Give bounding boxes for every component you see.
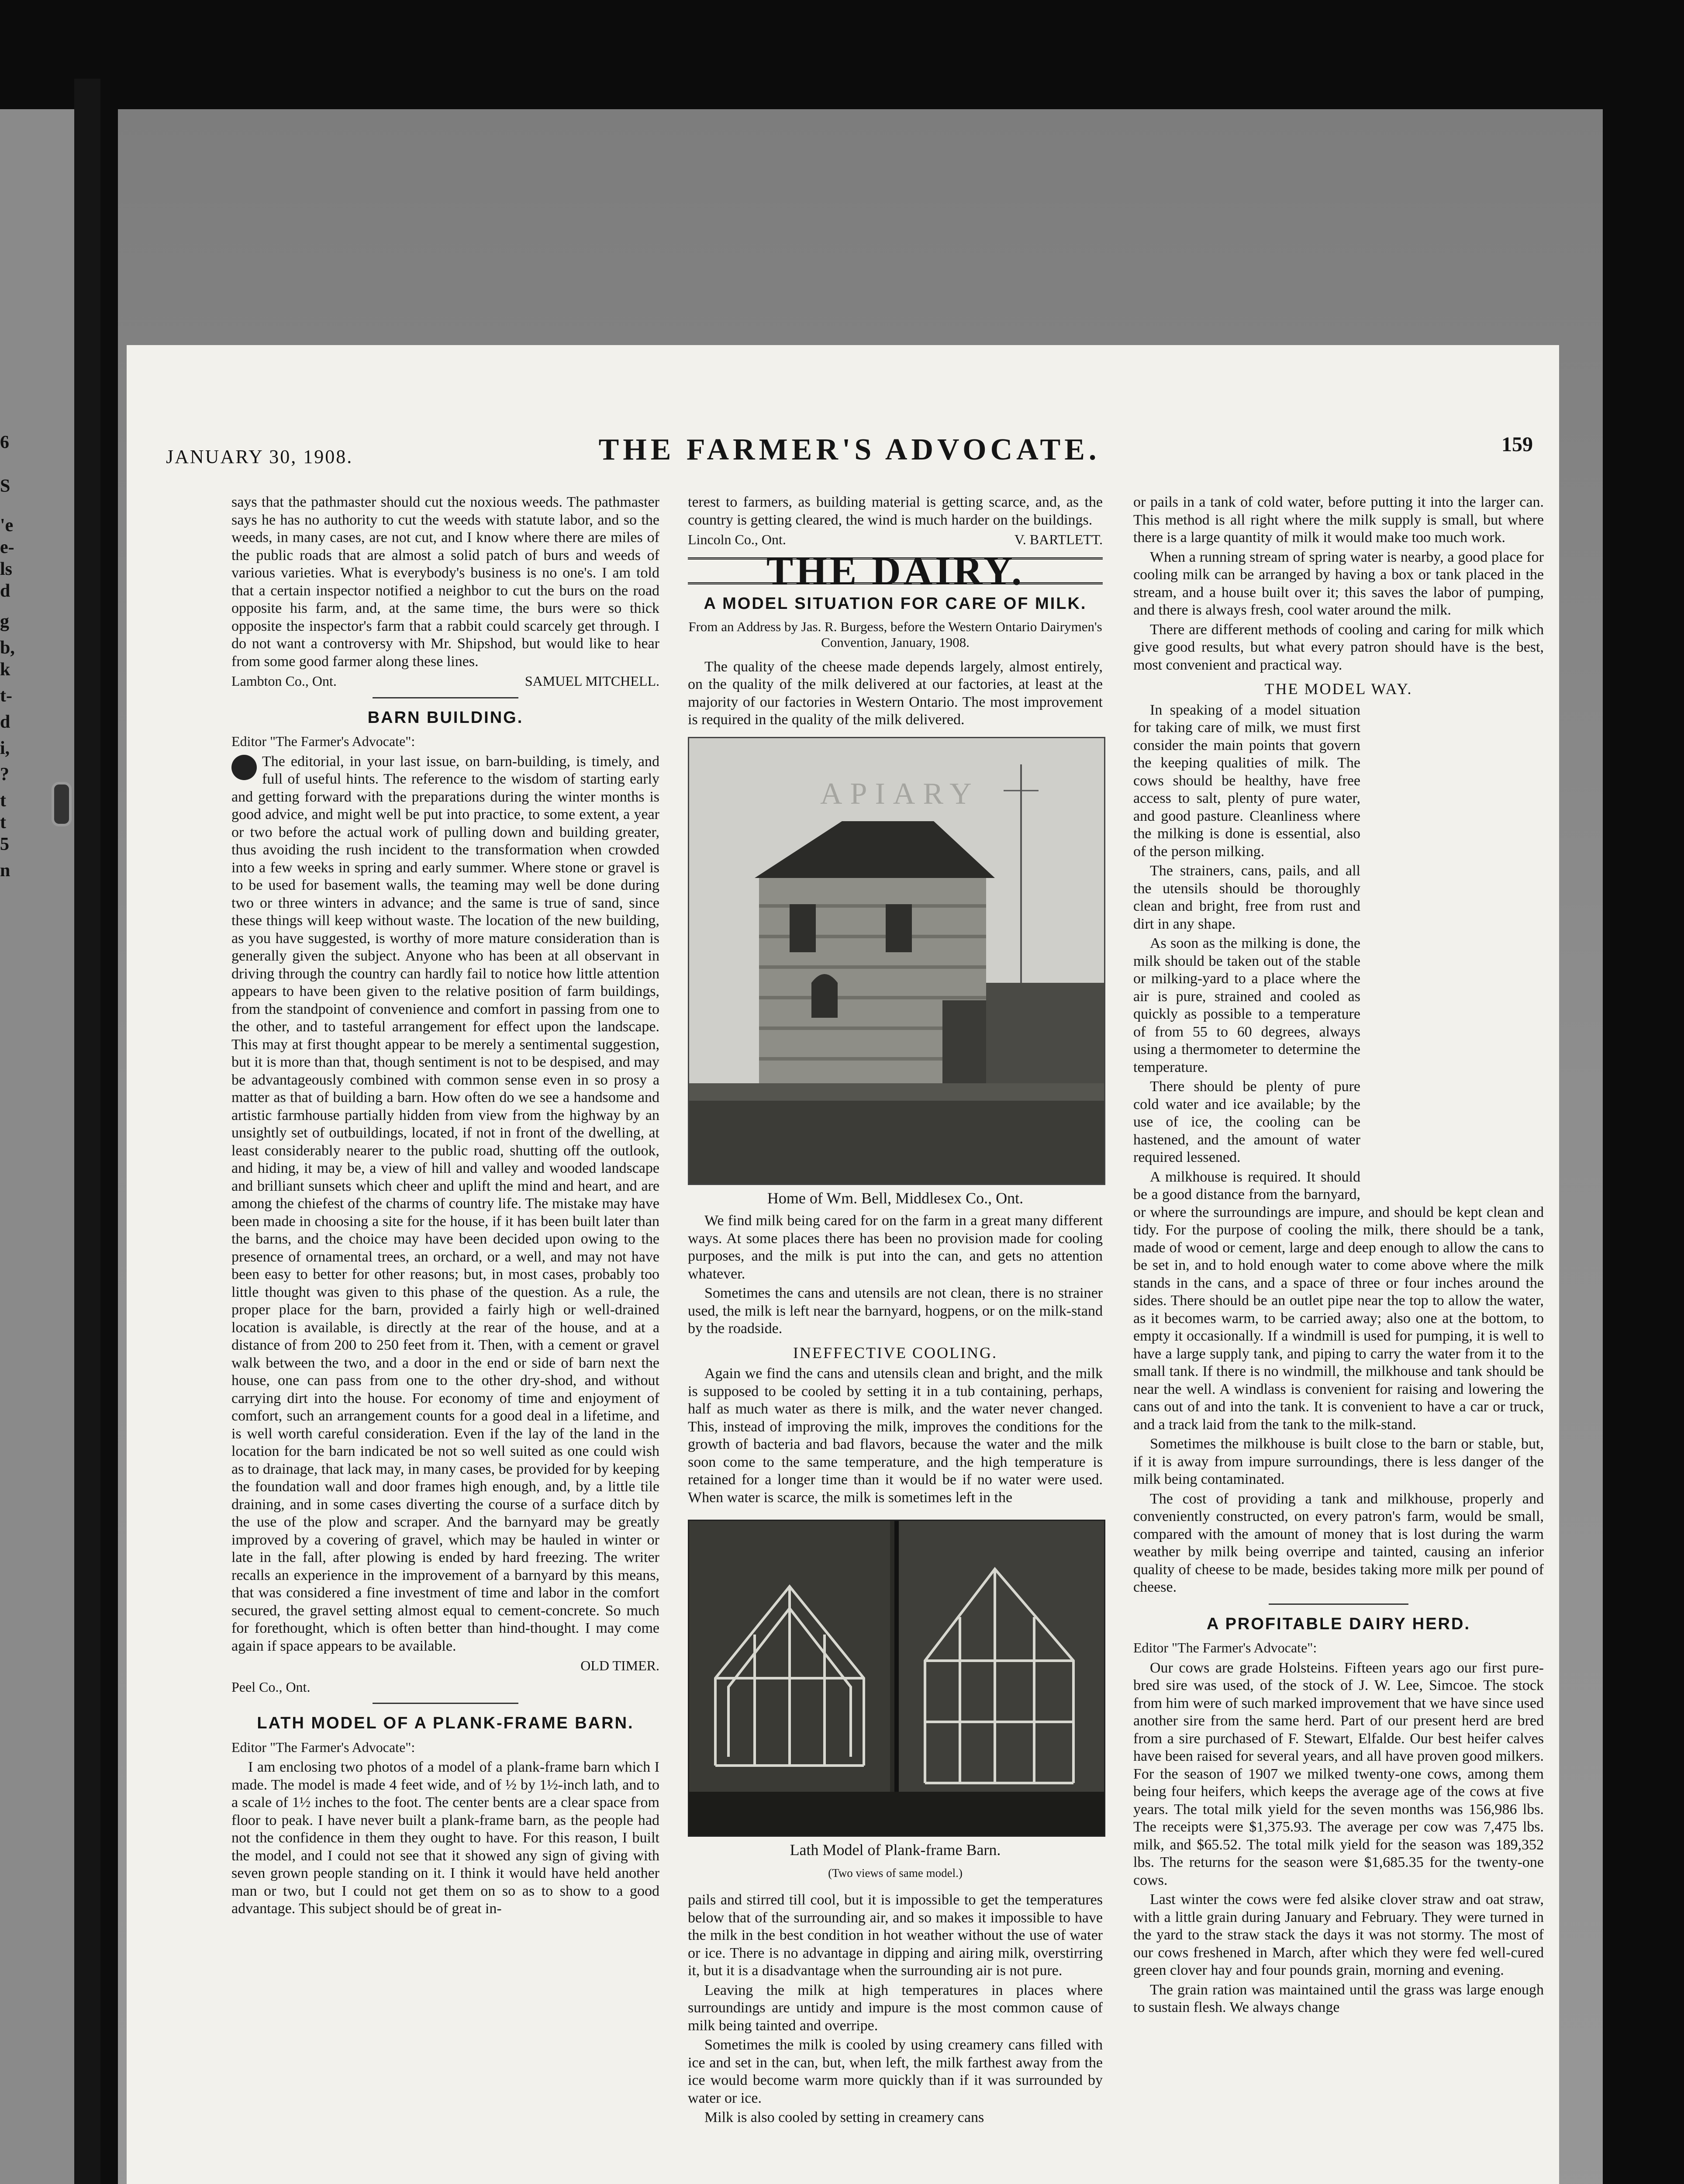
- edge-char: S: [0, 476, 10, 496]
- editor-salutation: Editor "The Farmer's Advocate":: [231, 1739, 415, 1755]
- edge-char: n: [0, 860, 10, 881]
- article-text: Sometimes the milk is cooled by using creamery cans filled with ice and set in the can, but, when left, the milk farthest away from the ice would become warm more quickly than if it was surrounded by water or ice.: [688, 2037, 1103, 2106]
- signature-name: OLD TIMER.: [580, 1658, 659, 1673]
- edge-char: k: [0, 660, 10, 680]
- barn-model-photo-caption: Lath Model of Plank-frame Barn.: [790, 1841, 1001, 1859]
- article-text: Sometimes the milkhouse is built close to the barn or stable, but, if it is away from impure surroundings, there is less danger of the milk being contaminated.: [1133, 1436, 1544, 1487]
- farmhouse-photo: [688, 737, 1105, 1185]
- edge-char: d: [0, 712, 10, 732]
- apiary-sign: APIARY: [820, 777, 980, 811]
- edge-char: t: [0, 812, 6, 833]
- article-text: says that the pathmaster should cut the noxious weeds. The pathmaster says he has no authority to cut the weeds with statute labor, and so the weeds, in many cases, are not cut, and I know where there are miles of the public roads that are almost a solid patch of burs and weeds of various varieties. What is everybody's business is no one's. I am told that a certain inspector notified a neighbor to cut the burs on the road opposite his farm, and, at the same time, the burs were so thick opposite the inspector's farm that a rabbit could scarcely get through. I do not want a controversy with Mr. Shipshod, but would like to hear from some good farmer along these lines.: [231, 494, 659, 670]
- signature-name: SAMUEL MITCHELL.: [525, 673, 659, 689]
- article-text: The grain ration was maintained until the grass was large enough to sustain flesh. We always change: [1133, 1981, 1544, 2015]
- signature-name: V. BARTLETT.: [1014, 532, 1103, 547]
- edge-char: b,: [0, 638, 15, 658]
- article-text: As soon as the milking is done, the milk should be taken out of the stable or milking-yard to a place where the air is pure, strained and cooled as quickly as possible to a temperature of from 55 to 60 degrees, always using a thermometer to determine the temperature.: [1133, 935, 1360, 1075]
- address-source: From an Address by Jas. R. Burgess, before the Western Ontario Dairymen's Convention, January, 1908.: [688, 619, 1102, 650]
- article-text: A milkhouse is required. It should be a good distance from the barnyard, or where the surroundings are impure, and should be kept clean and tidy. For the purpose of cooling the milk, there should be a tank, made of wood or cement, large and deep enough to allow the cans to be set in, and to hold enough water to come above where the milk stands in the cans, and a space of three or four inches around the sides. There should be an outlet pipe near the top to allow the water, as it becomes warm, to be carried away; also one at the bottom, to empty it occasionally. If a windmill is used for pumping, it is well to have a large supply tank, and piping to carry the water from it to the small tank. If there is no windmill, the milkhouse and tank should be near the well. A windlass is convenient for raising and lowering the cans out of and into the tank. It is convenient to have a car or truck, and a track laid from the tank to the milk-stand.: [1133, 1168, 1544, 1433]
- the-dairy-banner: THE DAIRY.: [688, 557, 1103, 585]
- lath-model-text: I am enclosing two photos of a model of a plank-frame barn which I made. The model is made 4 feet wide, and of ½ by 1½-inch lath, and to a scale of 1½ inches to the foot. The center bents are a clear space from floor to peak. I have never built a plank-frame barn, as the people had not the confidence in them they ought to have. For this reason, I built the model, and I could not see that it showed any sign of giving with seven grown people standing on it. I think it would have held another man or two, but I could not get them on so as to show to a good advantage. This subject should be of great in-: [231, 1759, 659, 1917]
- barn-building-heading: BARN BUILDING.: [367, 708, 524, 727]
- article-text: The cost of providing a tank and milkhouse, properly and conveniently constructed, on every patron's farm, would be small, compared with the amount of money that is lost during the warm weather by milk being overripe and tainted, causing an inferior quality of cheese to be made, besides taking more milk per pound of cheese.: [1133, 1490, 1544, 1595]
- edge-char: ?: [0, 764, 9, 784]
- farmhouse-illustration: [689, 738, 1104, 1184]
- article-text: Milk is also cooled by setting in creamery cans: [704, 2109, 984, 2125]
- model-situation-heading: A MODEL SITUATION FOR CARE OF MILK.: [704, 594, 1087, 613]
- article-text: or pails in a tank of cold water, before putting it into the larger can. This method is all right where the milk supply is small, but where there is a large quantity of milk it would make too much work.: [1133, 494, 1544, 546]
- column-1: [231, 494, 659, 1920]
- newspaper-page: [127, 345, 1559, 2184]
- edge-char: d: [0, 581, 10, 601]
- barn-building-text: The editorial, in your last issue, on barn-building, is timely, and full of useful hints. The reference to the wisdom of starting early and getting forward with the preparations during the winter months is good advice, and might well be put into practice, to some extent, a year or two before the actual work of pulling down and building greater, thus avoiding the rush incident to the transformation when crowded into a few weeks in spring and early summer. Where stone or gravel is to be used for basement walls, the teaming may well be done during two or three winters in advance; and the same is true of sand, since these things will keep without waste. The location of the new building, as you have suggested, is worthy of more mature consideration than is generally given the subject. Anyone who has been at all observant in driving through the country can hardly fail to notice how little attention appears to have been given to the relative position of farm buildings, from the standpoint of convenience and comfort in passing from one to the other, and to tasteful arrangement for effect upon the landscape. This may at first thought appear to be merely a sentimental suggestion, but it is more than that, though sentiment is not to be despised, and may be advantageously combined with common sense even in so prosy a matter as that of building a barn. How often do we see a handsome and artistic farmhouse partially hidden from view from the highway by an unsightly set of outbuildings, located, if not in front of the dwelling, at least considerably nearer to the public road, shutting off the outlook, and hiding, it may be, a view of hill and valley and wooded landscape and brilliant sunsets which cheer and uplift the mind and heart, and are among the chiefest of the charms of country life. The mistake may have been made in choosing a site for the house, if it has been built later than the barns, and the choice may have been decided upon owing to the presence of ornamental trees, an orchard, or a well, and may not have been easy to better for other reasons; but, in most cases, probably too little thought was given to this phase of the question. As a rule, the proper place for the barn, provided a fairly high or well-drained location is available, is directly at the rear of the house, and at a distance of from 200 to 250 feet from it. Then, with a cement or gravel walk between the two, and a door in the end or side of barn next the house, one can pass from one to the other dry-shod, and without carrying dirt into the house. For economy of time and enjoyment of comfort, such an arrangement counts for a good deal in a lifetime, and is well worth careful consideration. Even if the lay of the land in the location for the barn indicated be not so well suited as one could wish as to drainage, that lack may, in many cases, be provided for by keeping the foundation wall and door frames high enough, and, by a little tile draining, and in some cases diverting the course of a surface ditch by the use of the plow and scraper. And the barnyard may be greatly improved by a covering of gravel, which may be hauled in winter or late in the fall, after plowing is ended by hard freezing. The writer recalls an experience in the improvement of a barnyard by this means, that was considered a fine investment of time and labor in the comfort secured, the gravel setting almost equal to cement-concrete. So much for forethought, which is often better than hind-thought. I may come again if space appears to be available.: [231, 753, 659, 1654]
- section-divider: [373, 697, 518, 698]
- article-text: There are different methods of cooling and caring for milk which give good results, but what every patron should have is the best, most convenient and practical way.: [1133, 621, 1544, 673]
- barn-model-photo: [688, 1520, 1105, 1837]
- article-text: Last winter the cows were fed alsike clover straw and oat straw, with a little grain during January and February. They were turned in the yard to the straw stack the days it was not stormy. The most of our cows freshened in March, after which they were fed well-cured green clover hay and four pounds grain, morning and evening.: [1133, 1891, 1544, 1978]
- signature-place: Lambton Co., Ont.: [231, 673, 337, 689]
- edge-char: t: [0, 791, 6, 811]
- article-text: Again we find the cans and utensils clean and bright, and the milk is supposed to be cooled by setting it in a tub containing, perhaps, half as much water as there is milk, and the water never changed. This, instead of improving the milk, improves the conditions for the growth of bacteria and bad flavors, because the water and the milk soon come to the same temperature, and the high temperature is retained for a longer time than it would be if no water were used. When water is scarce, the milk is sometimes left in the: [688, 1365, 1103, 1506]
- article-text: Sometimes the cans and utensils are not clean, there is no strainer used, the milk is left near the barnyard, hogpens, or on the milk-stand by the roadside.: [688, 1285, 1103, 1337]
- edge-char: ls: [0, 559, 13, 579]
- article-text: The quality of the cheese made depends largely, almost entirely, on the quality of the milk delivered at our factories, at least at the majority of our factories in Western Ontario. The most improvement is required in the quality of the milk delivered.: [688, 658, 1103, 728]
- profitable-herd-heading: A PROFITABLE DAIRY HERD.: [1206, 1614, 1471, 1633]
- column-2: [688, 494, 1103, 2129]
- page-header: [166, 432, 1533, 485]
- article-text: When a running stream of spring water is nearby, a good place for cooling milk can be arranged by having a box or tank placed in the stream, and a house built over it; this saves the labor of pumping, and there is always fresh, cool water around the milk.: [1133, 549, 1544, 618]
- barn-model-photo-note: (Two views of same model.): [828, 1866, 963, 1880]
- article-text: pails and stirred till cool, but it is impossible to get the temperatures below that of the surrounding air, and so makes it impossible to have the milk in the best condition in hot weather without the use of water or ice. There is no advantage in dipping and airing milk, overstirring it, but it is a disadvantage when the surrounding air is not pure.: [688, 1892, 1103, 1979]
- farmhouse-photo-caption: Home of Wm. Bell, Middlesex Co., Ont.: [767, 1189, 1024, 1207]
- article-text: terest to farmers, as building material is getting scarce, and, as the country is getting cleared, the wind is much harder on the buildings.: [688, 494, 1103, 528]
- edge-char: e-: [0, 537, 14, 557]
- article-text: Our cows are grade Holsteins. Fifteen years ago our first pure-bred sire was used, of the stock of J. W. Lee, Simcoe. The stock from him were of such marked improvement that we have since used another sire from the same herd. Part of our present herd are bred from a sire purchased of F. Stewart, Elfalde. Our best heifer calves have been raised for several years, and all have proven good milkers. For the season of 1907 we milked twenty-one cows, among them being four heifers, which keeps the average age of the cows at five years. The total milk yield for the seven months was 156,986 lbs. The receipts were $1,375.93. The average per cow was 7,475 lbs. milk, and $65.52. The total milk yield for the season was 189,352 lbs. The returns for the season were $1,685.35 for the twenty-one cows.: [1133, 1659, 1544, 1888]
- lath-model-heading: LATH MODEL OF A PLANK-FRAME BARN.: [257, 1714, 634, 1732]
- section-divider: [373, 1703, 518, 1704]
- edge-char: i,: [0, 738, 10, 758]
- ineffective-cooling-heading: INEFFECTIVE COOLING.: [793, 1344, 997, 1362]
- article-text: In speaking of a model situation for taking care of milk, we must first consider the main points that govern the keeping qualities of milk. The cows should be healthy, have free access to salt, plenty of pure water, and good pasture. Cleanliness where the milking is done is essential, also of the person milking.: [1133, 702, 1360, 860]
- binding-pin-icon: [52, 782, 72, 826]
- edge-char: 5: [0, 834, 9, 854]
- signature: [231, 672, 659, 690]
- article-text: We find milk being cared for on the farm in a great many different ways. At some places there has been no provision made for cooling purposes, and the milk is put into the can, and gets no attention whatever.: [688, 1213, 1103, 1282]
- signature: [231, 1657, 659, 1675]
- issue-date: JANUARY 30, 1908.: [166, 446, 353, 467]
- model-way-heading: THE MODEL WAY.: [1264, 680, 1413, 698]
- barn-model-illustration: [689, 1521, 1104, 1835]
- editor-salutation: Editor "The Farmer's Advocate":: [231, 733, 415, 749]
- article-text: The strainers, cans, pails, and all the utensils should be thoroughly clean and bright, free from rust and dirt in any shape.: [1133, 863, 1360, 932]
- edge-char: t-: [0, 686, 12, 706]
- article-text: There should be plenty of pure cold water and ice available; by the use of ice, the cooling can be hastened, and the amount of water required lessened.: [1133, 1078, 1360, 1165]
- edge-char: 6: [0, 432, 9, 453]
- signature-place: Peel Co., Ont.: [231, 1679, 311, 1695]
- signature-place: Lincoln Co., Ont.: [688, 532, 786, 547]
- article-text: Leaving the milk at high temperatures in places where surroundings are untidy and impure is the most common cause of milk being tainted and overripe.: [688, 1982, 1103, 2034]
- section-divider: [1269, 1603, 1408, 1605]
- ink-blot-icon: [231, 755, 257, 780]
- signature: [688, 531, 1103, 549]
- signature-place-line: [231, 1678, 659, 1696]
- edge-char: 'e: [0, 515, 14, 536]
- binding-gutter: [74, 79, 100, 2184]
- masthead-title: THE FARMER'S ADVOCATE.: [598, 433, 1101, 467]
- editor-salutation: Editor "The Farmer's Advocate":: [1133, 1640, 1317, 1655]
- edge-char: g: [0, 612, 9, 632]
- page-number: 159: [1501, 433, 1533, 456]
- photo-wrap-space: [1360, 702, 1544, 1191]
- column-3: [1133, 494, 1544, 2018]
